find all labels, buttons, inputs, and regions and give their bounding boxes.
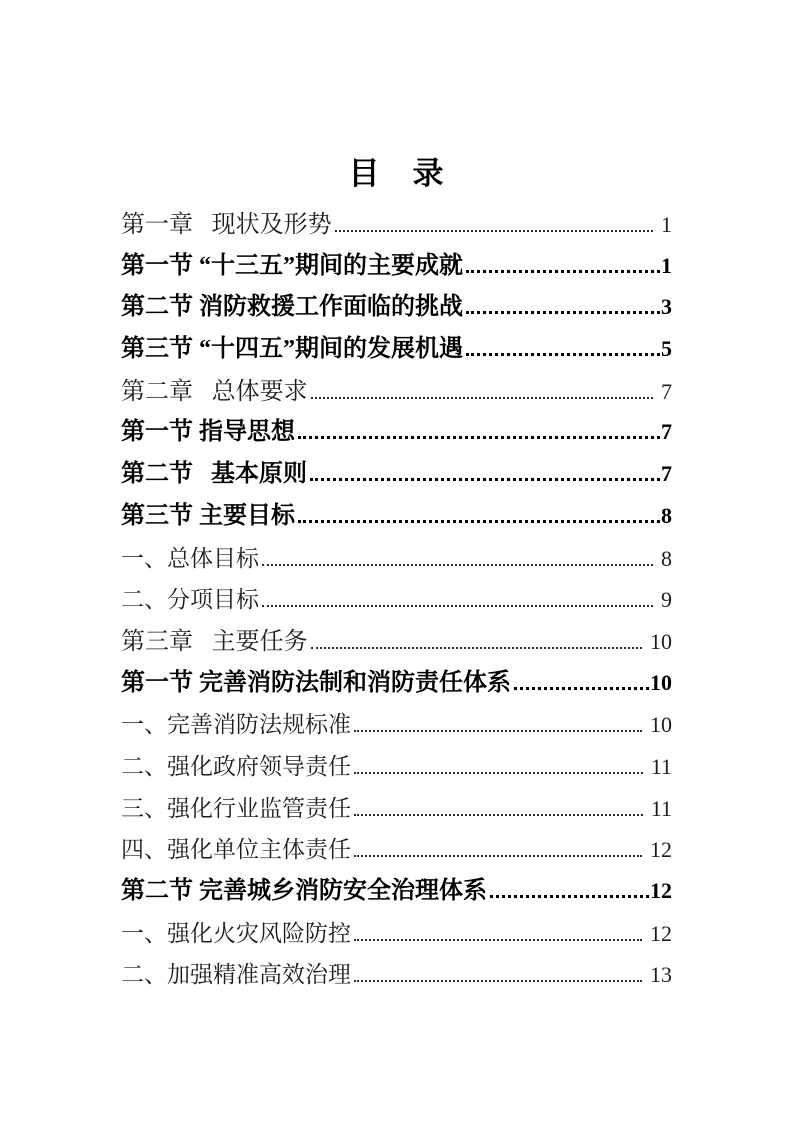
toc-entry-label: 二、分项目标 — [121, 587, 259, 613]
dot-leader — [466, 270, 660, 273]
toc-entry — [121, 287, 672, 329]
dot-leader — [354, 939, 642, 941]
toc-entry — [121, 538, 672, 580]
dot-leader — [311, 397, 653, 399]
toc-entry-page: 7 — [661, 461, 672, 487]
toc-entry-label: 第二节 完善城乡消防安全治理体系 — [121, 878, 487, 904]
toc-entry-label: 第三节 “十四五”期间的发展机遇 — [121, 336, 463, 363]
toc-entry-label: 一、总体目标 — [121, 545, 259, 571]
toc-entry — [121, 496, 672, 538]
toc-entry-page: 8 — [661, 502, 672, 528]
toc-entry-label: 一、强化火灾风险防控 — [121, 920, 351, 946]
toc-entry — [121, 829, 672, 871]
toc-entry-label: 第三节 主要目标 — [121, 502, 295, 529]
toc-entry — [121, 913, 672, 955]
toc-entry-label: 一、完善消防法规标准 — [121, 712, 351, 738]
toc-entry — [121, 371, 672, 413]
toc-entry-page: 7 — [661, 378, 672, 404]
toc-entry — [121, 954, 672, 996]
dot-leader — [310, 478, 660, 481]
toc-entry-page: 8 — [661, 545, 672, 571]
toc-entry-label: 第二节 消防救援工作面临的挑战 — [121, 294, 463, 321]
dot-leader — [311, 647, 642, 649]
dot-leader — [335, 230, 653, 232]
toc-entry-label: 二、强化政府领导责任 — [121, 753, 351, 779]
toc-entry-label: 第二节 基本原则 — [121, 461, 307, 488]
toc-entry — [121, 746, 672, 788]
dot-leader — [466, 311, 660, 314]
dot-leader — [354, 772, 643, 774]
toc-entry-page: 3 — [661, 294, 672, 320]
toc-entry — [121, 579, 672, 621]
dot-leader — [262, 605, 653, 607]
toc-entry — [121, 704, 672, 746]
toc-entry-label: 三、强化行业监管责任 — [121, 795, 351, 821]
page-title: 目 录 — [348, 156, 445, 191]
toc-entry-page: 10 — [650, 712, 672, 738]
toc-entry-label: 第三章 主要任务 — [121, 627, 308, 655]
toc-entry — [121, 871, 672, 913]
toc-entry-page: 12 — [650, 837, 672, 863]
toc-entry-page: 13 — [650, 962, 672, 988]
toc-entry-page: 1 — [661, 252, 672, 278]
toc-entry-page: 11 — [650, 753, 672, 779]
dot-leader — [262, 564, 653, 566]
dot-leader — [298, 520, 660, 523]
toc-entry — [121, 204, 672, 246]
toc-entry-page: 12 — [650, 920, 672, 946]
dot-leader — [354, 730, 642, 732]
toc-entry-label: 第一节 完善消防法制和消防责任体系 — [121, 669, 511, 696]
dot-leader — [354, 980, 642, 982]
toc-entry-label: 第一节 指导思想 — [121, 419, 295, 446]
toc-entry-page: 10 — [650, 628, 672, 654]
toc-entry — [121, 663, 672, 705]
dot-leader — [298, 436, 660, 439]
toc-entry-label: 四、强化单位主体责任 — [121, 837, 351, 863]
toc-entry-page: 9 — [661, 587, 672, 613]
toc-entry-label: 第一章 现状及形势 — [121, 211, 332, 238]
toc-entry — [121, 454, 672, 496]
toc-entry — [121, 788, 672, 830]
dot-leader — [354, 814, 643, 816]
dot-leader — [514, 687, 649, 690]
toc-entry — [121, 412, 672, 454]
toc-entry — [121, 621, 672, 663]
toc-entry-page: 10 — [650, 669, 672, 695]
toc-entry-label: 二、加强精准高效治理 — [121, 962, 351, 988]
toc-entry-page: 1 — [661, 212, 672, 237]
toc-entry-label: 第一节 “十三五”期间的主要成就 — [121, 252, 463, 279]
toc-entry-page: 7 — [661, 419, 672, 445]
toc-list — [121, 204, 672, 996]
dot-leader — [490, 895, 649, 898]
toc-entry-page: 11 — [650, 795, 672, 821]
toc-entry — [121, 329, 672, 371]
toc-entry-page: 5 — [661, 336, 672, 362]
dot-leader — [466, 353, 660, 356]
toc-entry — [121, 246, 672, 288]
dot-leader — [354, 855, 642, 857]
toc-entry-label: 第二章 总体要求 — [121, 377, 308, 405]
toc-entry-page: 12 — [650, 878, 672, 903]
